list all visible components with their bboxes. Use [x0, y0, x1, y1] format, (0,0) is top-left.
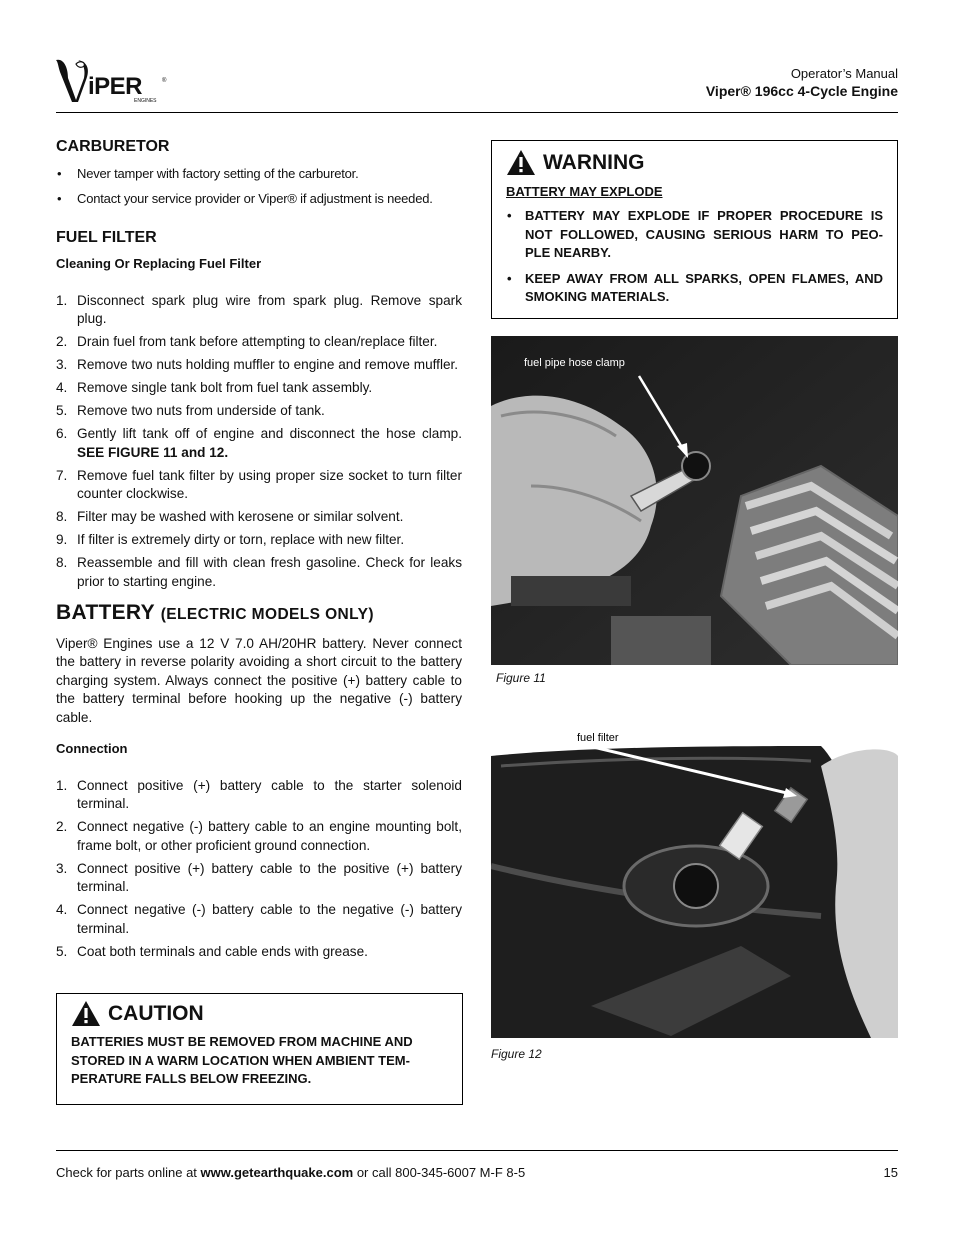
step-text: Remove two nuts holding muffler to engine and remove muffler. — [77, 357, 459, 372]
fuel-filter-heading: FUEL FILTER — [56, 228, 157, 246]
step-number: 1. — [56, 777, 68, 793]
caution-box — [56, 993, 463, 1105]
step-number: 5. — [56, 943, 68, 959]
step-number: 8. — [56, 509, 68, 524]
page-number: 15 — [883, 1165, 898, 1180]
caution-title-row — [71, 1000, 448, 1027]
step-text: Coat both terminals and cable ends with grease. — [77, 943, 368, 959]
list-item — [56, 531, 462, 550]
viper-logo — [54, 56, 169, 106]
left-column — [56, 138, 462, 966]
step-text: Connect negative (-) battery cable to an engine mounting bolt, frame bolt, or other proficient ground connection. — [77, 819, 462, 853]
step-text: Drain fuel from tank before attempting to clean/replace filter. — [77, 334, 438, 349]
step-number: 6. — [56, 426, 68, 441]
step-number: 8. — [56, 555, 68, 570]
list-item — [56, 292, 462, 329]
step-text: Disconnect spark plug wire from spark plug. Remove spark plug. — [77, 292, 462, 326]
figure-12-photo — [491, 746, 898, 1038]
figure-12-label: fuel filter — [577, 732, 619, 744]
step-number: 1. — [56, 292, 68, 308]
engine-title: Viper® 196cc 4-Cycle Engine — [705, 83, 898, 99]
list-item: • KEEP AWAY FROM ALL SPARKS, OPEN FLAMES, AND SMOKING MATERIALS. — [506, 270, 883, 307]
step-number: 5. — [56, 403, 68, 418]
warning-box — [491, 140, 898, 319]
carburetor-heading: CARBURETOR — [56, 138, 170, 155]
list-item — [56, 508, 462, 527]
step-text: If filter is extremely dirty or torn, replace with new filter. — [77, 532, 405, 547]
step-text: Remove two nuts from underside of tank. — [77, 403, 325, 418]
warning-triangle-icon — [506, 149, 536, 176]
list-item — [56, 818, 462, 855]
step-number: 2. — [56, 819, 68, 834]
figure-11-caption: Figure 11 — [496, 671, 546, 685]
connection-heading: Connection — [56, 741, 128, 756]
warning-list — [506, 207, 883, 307]
warning-triangle-icon — [71, 1000, 101, 1027]
figure-11-label: fuel pipe hose clamp — [524, 357, 625, 369]
step-number: 7. — [56, 467, 68, 483]
list-item — [56, 379, 462, 398]
battery-intro: Viper® Engines use a 12 V 7.0 AH/20HR battery. Never connect the battery in reverse polarity avoiding a short circuit to the battery charging system. Always connect the positive (+) battery cable to the battery terminal before hooking up the negative (-) battery cable. — [56, 635, 462, 725]
battery-heading — [56, 601, 462, 625]
list-item — [56, 860, 462, 897]
step-text: Remove fuel tank filter by using proper size socket to turn filter counter clockwise. — [77, 467, 462, 501]
fuel-filter-steps — [56, 292, 462, 592]
list-item — [56, 425, 462, 462]
fuel-filter-subheading: Cleaning Or Replacing Fuel Filter — [56, 256, 262, 271]
step-number: 3. — [56, 860, 68, 876]
step-number: 4. — [56, 380, 68, 395]
list-item — [56, 554, 462, 591]
step-number: 3. — [56, 357, 68, 372]
warning-title: WARNING — [543, 150, 645, 174]
manual-label: Operator’s Manual — [790, 66, 898, 81]
step-text: Connect positive (+) battery cable to the positive (+) battery terminal. — [77, 860, 462, 894]
step-text: Reassemble and fill with clean fresh gasoline. Check for leaks prior to starting engine. — [77, 555, 462, 589]
step-text: Filter may be washed with kerosene or similar solvent. — [77, 509, 404, 524]
list-item — [56, 402, 462, 421]
header-titles — [706, 66, 898, 100]
footer-suffix: or call 800-345-6007 M-F 8-5 — [353, 1165, 526, 1180]
step-number: 2. — [56, 334, 68, 349]
footer-url-link[interactable]: www.getearthquake.com — [200, 1165, 354, 1180]
svg-text:ENGINES: ENGINES — [134, 98, 157, 104]
warning-heading: BATTERY MAY EXPLODE — [506, 184, 663, 199]
step-text: Gently lift tank off of engine and disconnect the hose clamp. — [77, 426, 462, 441]
step-text: Remove single tank bolt from fuel tank assembly. — [77, 380, 373, 395]
figure-12-caption: Figure 12 — [491, 1047, 542, 1061]
list-item: • Contact your service provider or Viper® if adjustment is needed. — [56, 190, 462, 209]
footer-prefix: Check for parts online at — [56, 1165, 201, 1180]
list-item: • BATTERY MAY EXPLODE IF PROPER PROCEDURE IS NOT FOLLOWED, CAUSING SERIOUS HARM TO PEO-PLE NEARBY. — [506, 207, 883, 263]
list-item — [56, 777, 462, 814]
footer — [56, 1165, 898, 1180]
step-emphasis: SEE FIGURE 11 and 12. — [77, 444, 229, 460]
carburetor-list — [56, 165, 462, 209]
list-item — [56, 356, 462, 375]
header-divider — [56, 112, 898, 113]
step-number: 4. — [56, 902, 68, 917]
caution-title: CAUTION — [108, 1001, 204, 1025]
step-number: 9. — [56, 532, 68, 547]
warning-title-row — [506, 149, 883, 176]
list-item — [56, 943, 462, 962]
list-item: • Never tamper with factory setting of the carburetor. — [56, 165, 462, 184]
step-text: Connect positive (+) battery cable to the starter solenoid terminal. — [77, 777, 462, 811]
list-item — [56, 467, 462, 504]
list-item — [56, 333, 462, 352]
footer-divider — [56, 1150, 898, 1151]
battery-title: BATTERY — [56, 601, 155, 624]
battery-steps — [56, 777, 462, 962]
figure-11-photo — [491, 336, 898, 665]
battery-title-suffix: (ELECTRIC MODELS ONLY) — [160, 606, 374, 623]
caution-text: BATTERIES MUST BE REMOVED FROM MACHINE AND STORED IN A WARM LOCATION WHEN AMBIENT TEM-PERATURE FALLS BELOW FREEZING. — [71, 1034, 413, 1086]
svg-text:®: ® — [162, 78, 167, 84]
svg-text:iPER: iPER — [88, 73, 143, 100]
list-item — [56, 901, 462, 938]
step-text: Connect negative (-) battery cable to the negative (-) battery terminal. — [77, 902, 462, 936]
